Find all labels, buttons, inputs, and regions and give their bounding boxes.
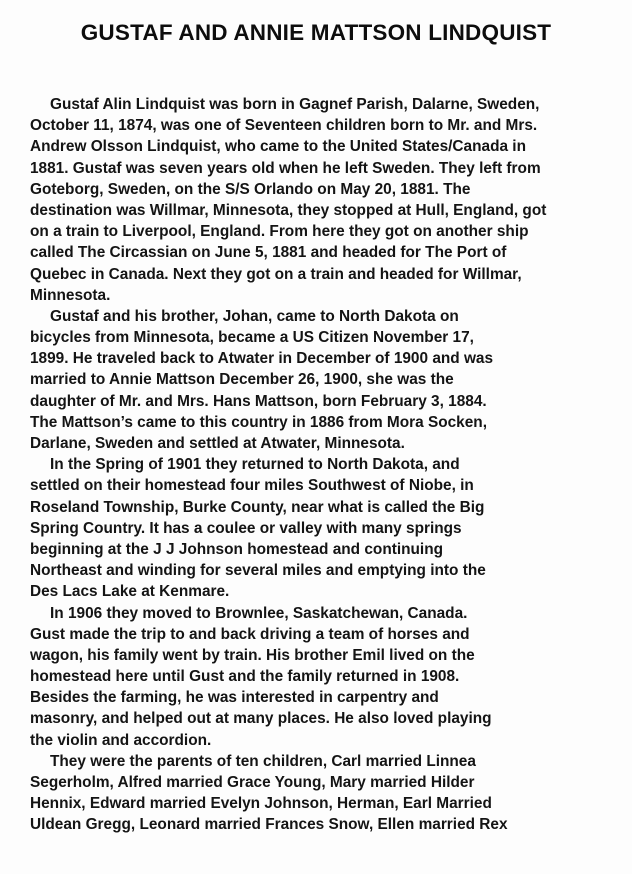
text-line: bicycles from Minnesota, became a US Citizen November 17, bbox=[30, 329, 474, 347]
text-line: wagon, his family went by train. His brother Emil lived on the bbox=[30, 646, 475, 664]
text-line: homestead here until Gust and the family returned in 1908. bbox=[30, 668, 460, 686]
text-line: October 11, 1874, was one of Seventeen children born to Mr. and Mrs. bbox=[30, 117, 538, 135]
text-line: called The Circassian on June 5, 1881 and headed for The Port of bbox=[30, 244, 507, 262]
text-line: In the Spring of 1901 they returned to North Dakota, and bbox=[50, 456, 460, 474]
text-line: Quebec in Canada. Next they got on a train and headed for Willmar, bbox=[30, 265, 522, 283]
text-line: Northeast and winding for several miles and emptying into the bbox=[30, 562, 486, 580]
document-title: GUSTAF AND ANNIE MATTSON LINDQUIST bbox=[80, 20, 552, 45]
text-line: Gustaf Alin Lindquist was born in Gagnef Parish, Dalarne, Sweden, bbox=[50, 96, 540, 113]
text-line: destination was Willmar, Minnesota, they stopped at Hull, England, got bbox=[30, 201, 547, 219]
text-line: Gust made the trip to and back driving a team of horses and bbox=[30, 625, 470, 643]
text-line: Goteborg, Sweden, on the S/S Orlando on May 20, 1881. The bbox=[30, 180, 471, 198]
text-line: Spring Country. It has a coulee or valley with many springs bbox=[30, 519, 462, 537]
text-line: The Mattson’s came to this country in 1886 from Mora Socken, bbox=[30, 413, 487, 431]
text-line: beginning at the J J Johnson homestead and continuing bbox=[30, 540, 443, 558]
text-line: In 1906 they moved to Brownlee, Saskatchewan, Canada. bbox=[50, 604, 468, 622]
document-body bbox=[30, 94, 630, 836]
text-line: Uldean Gregg, Leonard married Frances Snow, Ellen married Rex bbox=[30, 816, 508, 834]
text-line: 1899. He traveled back to Atwater in December of 1900 and was bbox=[30, 350, 494, 368]
text-line: Roseland Township, Burke County, near what is called the Big bbox=[30, 498, 485, 516]
text-line: settled on their homestead four miles Southwest of Niobe, in bbox=[30, 477, 474, 495]
text-line: masonry, and helped out at many places. He also loved playing bbox=[30, 710, 492, 728]
text-line: Besides the farming, he was interested in carpentry and bbox=[30, 689, 439, 707]
text-line: daughter of Mr. and Mrs. Hans Mattson, born February 3, 1884. bbox=[30, 392, 487, 410]
text-line: 1881. Gustaf was seven years old when he left Sweden. They left from bbox=[30, 159, 541, 177]
text-line: They were the parents of ten children, Carl married Linnea bbox=[50, 752, 476, 770]
text-line: married to Annie Mattson December 26, 1900, she was the bbox=[30, 371, 454, 389]
text-line: Andrew Olsson Lindquist, who came to the United States/Canada in bbox=[30, 138, 526, 156]
text-line: Darlane, Sweden and settled at Atwater, Minnesota. bbox=[30, 435, 405, 452]
text-line: Segerholm, Alfred married Grace Young, Mary married Hilder bbox=[30, 774, 475, 791]
text-line: Gustaf and his brother, Johan, came to North Dakota on bbox=[50, 307, 459, 325]
text-line: Des Lacs Lake at Kenmare. bbox=[30, 583, 230, 601]
text-line: the violin and accordion. bbox=[30, 731, 212, 749]
text-line: Hennix, Edward married Evelyn Johnson, Herman, Earl Married bbox=[30, 795, 492, 813]
text-line: on a train to Liverpool, England. From here they got on another ship bbox=[30, 223, 529, 241]
text-line: Minnesota. bbox=[30, 286, 111, 304]
